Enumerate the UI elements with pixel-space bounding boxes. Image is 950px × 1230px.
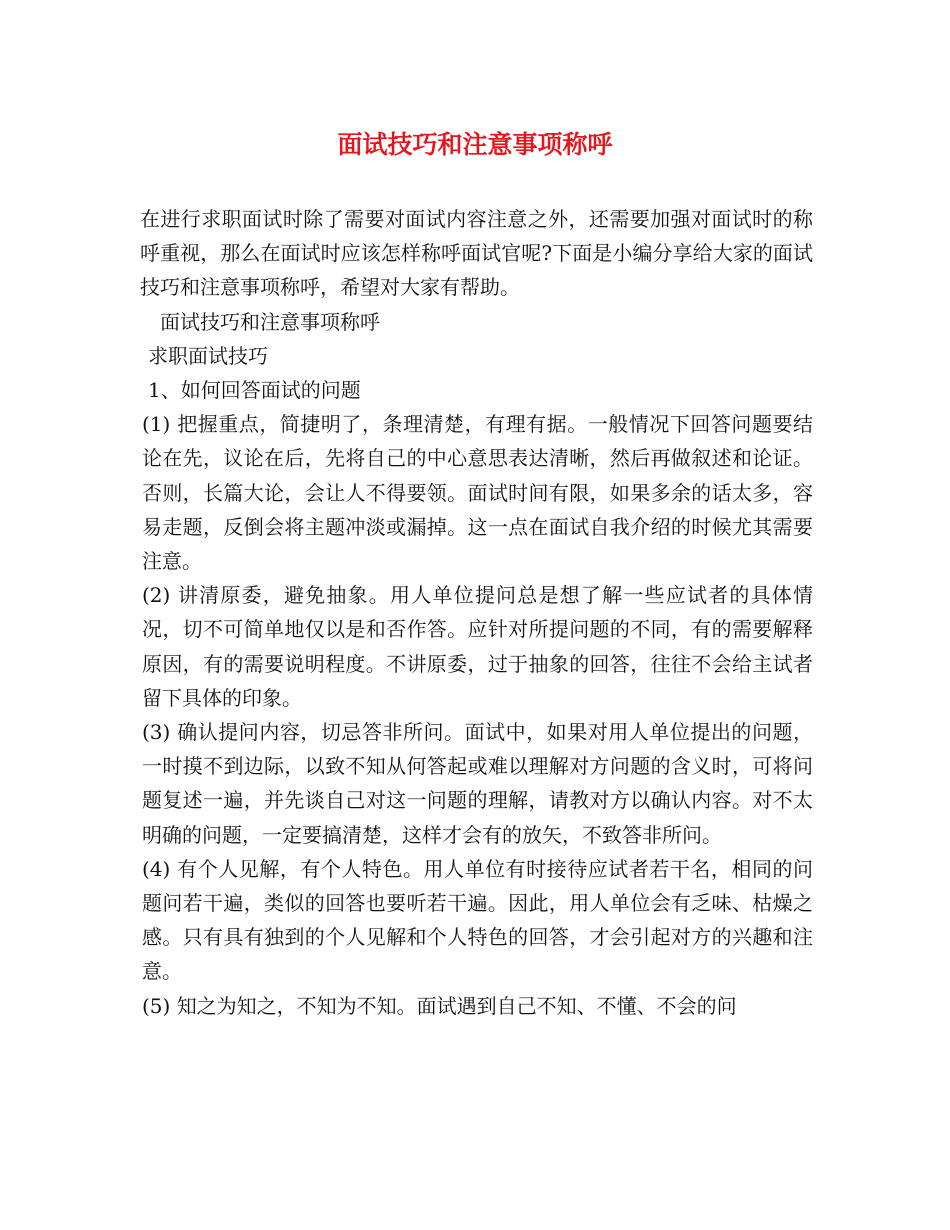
tip-paragraph-1: (1) 把握重点，简捷明了，条理清楚，有理有据。一般情况下回答问题要结论在先，议论在后，先将自己的中心意思表达清晰，然后再做叙述和论证。否则，长篇大论，会让人不得要领。面试时间有限，如果多余的话太多，容易走题，反倒会将主题冲淡或漏掉。这一点在面试自我介绍的时候尤其需要注意。 bbox=[142, 412, 813, 574]
tip-paragraph-4: (4) 有个人见解，有个人特色。用人单位有时接待应试者若干名，相同的问题问若干遍，类似的回答也要听若干遍。因此，用人单位会有乏味、枯燥之感。只有具有独到的个人见解和个人特色的回答，才会引起对方的兴趣和注意。 bbox=[142, 856, 813, 984]
document-title: 面试技巧和注意事项称呼 bbox=[337, 130, 613, 159]
question-heading: 1、如何回答面试的问题 bbox=[148, 378, 361, 403]
section-heading: 面试技巧和注意事项称呼 bbox=[160, 309, 380, 334]
subsection-heading: 求职面试技巧 bbox=[148, 343, 268, 368]
tip-paragraph-5: (5) 知之为知之，不知为不知。面试遇到自己不知、不懂、不会的问 bbox=[142, 993, 737, 1018]
document-body bbox=[140, 202, 813, 1023]
tip-paragraph-2: (2) 讲清原委，避免抽象。用人单位提问总是想了解一些应试者的具体情况，切不可简单地仅以是和否作答。应针对所提问题的不同，有的需要解释原因，有的需要说明程度。不讲原委，过于抽象的回答，往往不会给主试者留下具体的印象。 bbox=[142, 583, 813, 710]
tip-paragraph-3: (3) 确认提问内容，切忌答非所问。面试中，如果对用人单位提出的问题，一时摸不到边际，以致不知从何答起或难以理解对方问题的含义时，可将问题复述一遍，并先谈自己对这一问题的理解，请教对方以确认内容。对不太明确的问题，一定要搞清楚，这样才会有的放矢，不致答非所问。 bbox=[142, 720, 813, 847]
intro-paragraph: 在进行求职面试时除了需要对面试内容注意之外，还需要加强对面试时的称呼重视，那么在面试时应该怎样称呼面试官呢?下面是小编分享给大家的面试技巧和注意事项称呼，希望对大家有帮助。 bbox=[140, 207, 813, 300]
